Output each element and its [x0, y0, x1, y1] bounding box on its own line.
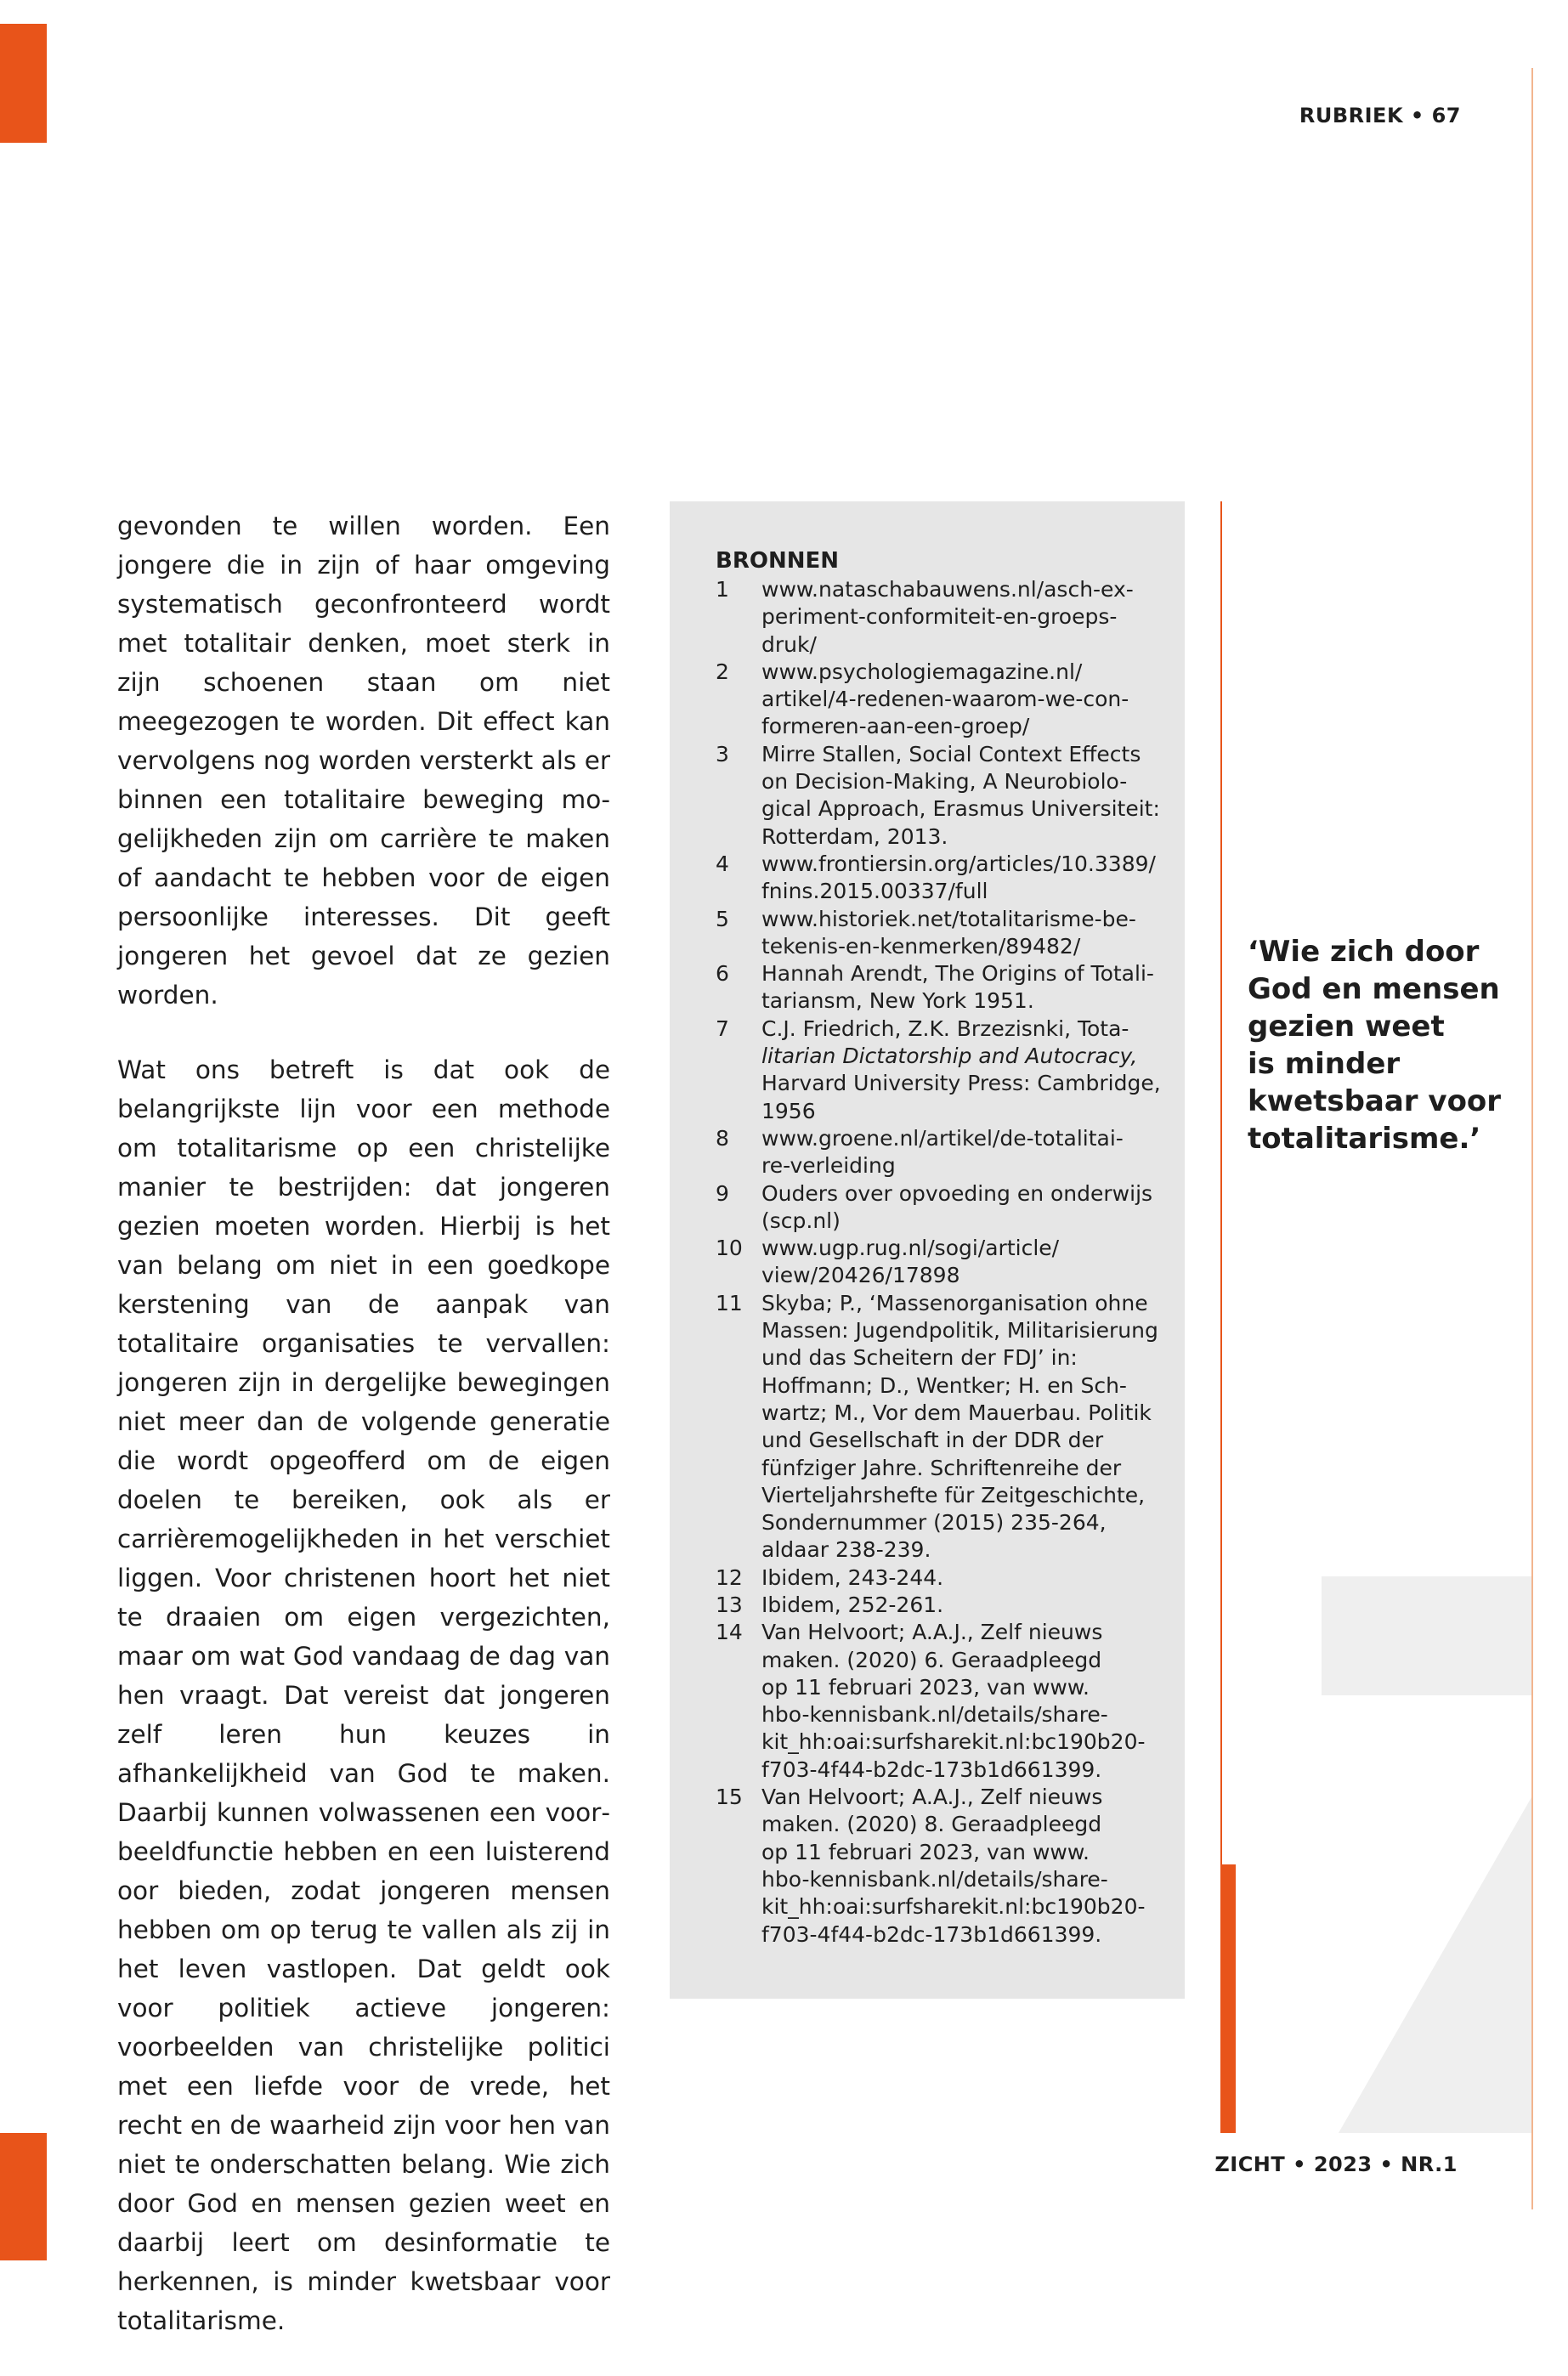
pull-quote: [1248, 933, 1501, 1157]
source-line: wartz; M., Vor dem Mauerbau. Politik: [761, 1400, 1152, 1425]
source-line: www.nataschabauwens.nl/asch-ex-: [761, 577, 1134, 602]
source-number: 4: [716, 851, 729, 876]
pull-quote-rule-accent: [1220, 1864, 1236, 2133]
pull-quote-line: is minder: [1248, 1047, 1401, 1081]
source-number: 1: [716, 577, 729, 602]
source-line: Ibidem, 243-244.: [761, 1564, 944, 1590]
source-item: [716, 576, 1159, 659]
pull-quote-line: totalitarisme.’: [1248, 1122, 1481, 1156]
running-head: RUBRIEK • 67: [1299, 104, 1461, 127]
pull-quote-rule: [1220, 501, 1222, 1864]
pull-quote-line: gezien weet: [1248, 1010, 1445, 1044]
source-item: [716, 741, 1159, 851]
right-margin-rule: [1531, 68, 1533, 2209]
orange-edge-tab-bottom: [0, 2133, 47, 2260]
body-text-column: [117, 506, 610, 2376]
source-line: hbo-kennisbank.nl/details/share-: [761, 1866, 1108, 1892]
source-line: www.frontiersin.org/articles/10.3389/: [761, 851, 1156, 876]
source-number: 13: [716, 1592, 743, 1617]
source-line: www.groene.nl/artikel/de-totalitai-: [761, 1125, 1124, 1151]
source-number: 2: [716, 659, 729, 684]
source-line: Sondernummer (2015) 235-264,: [761, 1510, 1107, 1536]
source-line: Massen: Jugendpolitik, Militarisierung: [761, 1318, 1158, 1344]
source-text: [761, 1619, 1159, 1784]
source-line: f703-4f44-b2dc-173b1d661399.: [761, 1757, 1102, 1782]
source-item: [716, 1015, 1159, 1125]
source-item: [716, 1180, 1159, 1236]
source-text: [761, 659, 1159, 741]
source-text: [761, 576, 1159, 659]
pull-quote-line: kwetsbaar voor: [1248, 1084, 1502, 1118]
source-line: druk/: [761, 631, 817, 657]
source-text: [761, 1235, 1159, 1290]
source-number: 7: [716, 1015, 729, 1041]
source-item: [716, 1592, 1159, 1619]
source-line: Vierteljahrshefte für Zeitgeschichte,: [761, 1482, 1146, 1508]
source-line: re-verleiding: [761, 1153, 896, 1179]
source-item: [716, 1619, 1159, 1784]
source-item: [716, 1784, 1159, 1949]
source-line: fünfziger Jahre. Schriftenreihe der: [761, 1455, 1122, 1480]
source-item: [716, 960, 1159, 1015]
source-line: litarian Dictatorship and Autocracy,: [761, 1044, 1138, 1069]
footer-issue: ZICHT • 2023 • NR.1: [1214, 2153, 1458, 2176]
source-line: Van Helvoort; A.A.J., Zelf nieuws: [761, 1620, 1103, 1645]
source-line: Skyba; P., ‘Massenorganisation ohne: [761, 1290, 1148, 1315]
source-line: und das Scheitern der FDJ’ in:: [761, 1345, 1078, 1371]
source-line: tekenis-en-kenmerken/89482/: [761, 933, 1081, 959]
source-number: 12: [716, 1564, 743, 1590]
source-line: formeren-aan-een-groep/: [761, 714, 1030, 739]
source-line: www.ugp.rug.nl/sogi/article/: [761, 1236, 1060, 1261]
source-line: maken. (2020) 8. Geraadpleegd: [761, 1812, 1102, 1837]
body-paragraph-2: Wat ons betreft is dat ook de belangrijkste lijn voor een methode om totalitarisme op een christelijke manier te bestrijden: dat jongeren gezien moeten worden. Hierbij is het van belang om niet in een goedkope kerstening van de aanpak van totalitaire organisaties te vervallen: jongeren zijn in dergelijke bewegingen niet meer dan de volgende generatie die wordt opgeofferd om de eigen doelen te bereiken, ook als er carrièremogelijkheden in het verschiet liggen. Voor christenen hoort het niet te draaien om eigen vergezichten, maar om wat God vandaag de dag van hen vraagt. Dat vereist dat jongeren zelf leren hun keuzes in afhankelijkheid van God te maken. Daarbij kunnen volwassenen een voorbeeldfunctie hebben en een luisterend oor bieden, zodat jongeren mensen hebben om op terug te vallen als zij in het leven vastlopen. Dat geldt ook voor politiek actieve jongeren: voorbeelden van christelijke politici met een liefde voor de vrede, het recht en de waarheid zijn voor hen van niet te onderschatten belang. Wie zich door God en mensen gezien weet en daarbij leert om desinformatie te herkennen, is minder kwetsbaar voor totalitarisme.: [117, 1055, 610, 2335]
source-number: 6: [716, 961, 729, 987]
source-number: 15: [716, 1785, 743, 1810]
sources-box: [670, 501, 1185, 1999]
source-line: (scp.nl): [761, 1208, 841, 1233]
source-text: [761, 1564, 1159, 1592]
source-line: www.psychologiemagazine.nl/: [761, 659, 1083, 684]
source-line: 1956: [761, 1098, 816, 1123]
source-line: Van Helvoort; A.A.J., Zelf nieuws: [761, 1785, 1103, 1810]
source-line: view/20426/17898: [761, 1263, 960, 1288]
source-line: fnins.2015.00337/full: [761, 879, 988, 904]
source-line: artikel/4-redenen-waarom-we-con-: [761, 687, 1129, 712]
pull-quote-line: ‘Wie zich door: [1248, 935, 1480, 969]
source-line: Hannah Arendt, The Origins of Totali-: [761, 961, 1154, 987]
source-line: C.J. Friedrich, Z.K. Brzezisnki, Tota-: [761, 1015, 1129, 1041]
body-paragraph-1: gevonden te willen worden. Een jongere die in zijn of haar omgeving systematisch geconfronteerd wordt met totalitair denken, moet sterk in zijn schoenen staan om niet meegezogen te worden. Dit effect kan vervolgens nog worden versterkt als er binnen een totalitaire beweging mogelijkheden zijn om carrière te maken of aandacht te hebben voor de eigen persoonlijke interesses. Dit geeft jongeren het gevoel dat ze gezien worden.: [117, 512, 610, 1010]
source-line: on Decision-Making, A Neurobiolo-: [761, 769, 1128, 795]
source-line: www.historiek.net/totalitarisme-be-: [761, 906, 1136, 931]
source-item: [716, 1235, 1159, 1290]
source-line: periment-conformiteit-en-groeps-: [761, 604, 1118, 630]
source-item: [716, 1564, 1159, 1592]
source-text: [761, 906, 1159, 961]
source-number: 9: [716, 1180, 729, 1206]
source-line: op 11 februari 2023, van www.: [761, 1674, 1090, 1700]
source-number: 14: [716, 1620, 743, 1645]
source-text: [761, 1015, 1161, 1125]
source-line: kit_hh:oai:surfsharekit.nl:bc190b20-: [761, 1894, 1146, 1920]
source-line: f703-4f44-b2dc-173b1d661399.: [761, 1921, 1102, 1947]
source-item: [716, 1125, 1159, 1180]
source-line: hbo-kennisbank.nl/details/share-: [761, 1702, 1108, 1728]
source-line: gical Approach, Erasmus Universiteit:: [761, 796, 1160, 822]
source-number: 5: [716, 906, 729, 931]
source-text: [761, 1180, 1159, 1236]
source-text: [761, 1592, 1159, 1619]
source-line: aldaar 238-239.: [761, 1537, 931, 1563]
source-line: kit_hh:oai:surfsharekit.nl:bc190b20-: [761, 1729, 1146, 1755]
source-text: [761, 1784, 1159, 1949]
source-text: [761, 851, 1159, 906]
source-number: 8: [716, 1125, 729, 1151]
source-number: 10: [716, 1236, 743, 1261]
sources-title: BRONNEN: [716, 548, 839, 574]
pull-quote-line: God en mensen: [1248, 972, 1500, 1006]
source-line: Harvard University Press: Cambridge,: [761, 1071, 1161, 1096]
source-line: Mirre Stallen, Social Context Effects: [761, 741, 1141, 767]
source-item: [716, 659, 1159, 741]
source-line: maken. (2020) 6. Geraadpleegd: [761, 1647, 1102, 1672]
source-line: Rotterdam, 2013.: [761, 823, 948, 849]
source-line: und Gesellschaft in der DDR der: [761, 1428, 1104, 1453]
source-text: [761, 1125, 1159, 1180]
source-item: [716, 906, 1159, 961]
source-text: [761, 1290, 1159, 1564]
source-item: [716, 1290, 1159, 1564]
sources-list: [716, 576, 1159, 1949]
source-line: Ibidem, 252-261.: [761, 1592, 944, 1617]
source-line: Hoffmann; D., Wentker; H. en Sch-: [761, 1372, 1127, 1398]
source-line: tariansm, New York 1951.: [761, 988, 1034, 1014]
source-line: op 11 februari 2023, van www.: [761, 1839, 1090, 1864]
z-logo-watermark-icon: [1322, 1576, 1531, 2133]
source-line: Ouders over opvoeding en onderwijs: [761, 1180, 1153, 1206]
source-number: 3: [716, 741, 729, 767]
source-text: [761, 960, 1159, 1015]
source-text: [761, 741, 1160, 851]
orange-edge-tab-top: [0, 24, 47, 143]
source-number: 11: [716, 1290, 743, 1315]
source-item: [716, 851, 1159, 906]
